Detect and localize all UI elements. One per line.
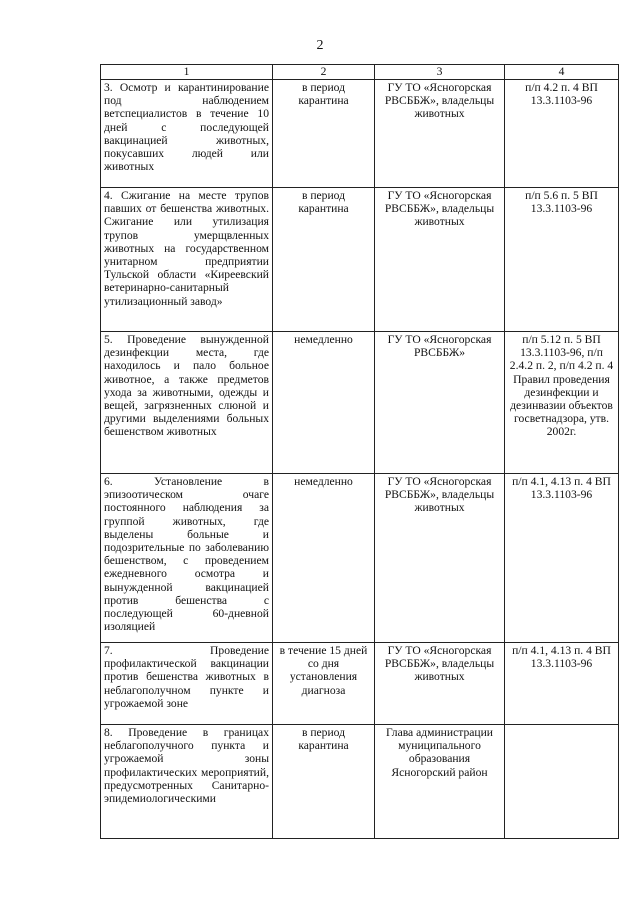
measure-cell: 3. Осмотр и карантинирование под наблюдением ветспециалистов в течение 10 дней с последующей вакцинацией животных, покусавших людей или животных <box>101 80 273 188</box>
term-cell: в период карантина <box>273 725 375 839</box>
header-col-1: 1 <box>101 65 273 80</box>
measure-cell: 6. Установление в эпизоотическом очаге постоянного наблюдения за группой животных, где выделены больные и подозрительные по заболеванию бешенством, с проведением ежедневного осмотра и вынужденной вакцинацией против бешенства с последующей 60-дневной изоляцией <box>101 474 273 643</box>
reference-cell: п/п 4.1, 4.13 п. 4 ВП 13.3.1103-96 <box>505 643 619 725</box>
measure-cell: 8. Проведение в границах неблагополучного пункта и угрожаемой зоны профилактических мероприятий, предусмотренных Санитарно-эпидемиологическими <box>101 725 273 839</box>
reference-cell: п/п 4.2 п. 4 ВП 13.3.1103-96 <box>505 80 619 188</box>
reference-cell: п/п 5.12 п. 5 ВП 13.3.1103-96, п/п 2.4.2 п. 2, п/п 4.2 п. 4 Правил проведения дезинфекции и дезинвазии объектов госветнадзора, утв. 2002г. <box>505 332 619 474</box>
reference-cell <box>505 725 619 839</box>
table-row <box>101 80 619 188</box>
table-row <box>101 474 619 643</box>
page-number: 2 <box>316 38 324 53</box>
responsible-cell: ГУ ТО «Ясногорская РВСББЖ», владельцы животных <box>375 643 505 725</box>
responsible-cell: ГУ ТО «Ясногорская РВСББЖ», владельцы животных <box>375 80 505 188</box>
header-col-2: 2 <box>273 65 375 80</box>
table-row <box>101 643 619 725</box>
responsible-cell: ГУ ТО «Ясногорская РВСББЖ», владельцы животных <box>375 188 505 332</box>
term-cell: в период карантина <box>273 188 375 332</box>
measures-table <box>100 64 619 839</box>
term-cell: в течение 15 дней со дня установления диагноза <box>273 643 375 725</box>
header-col-3: 3 <box>375 65 505 80</box>
table-header-row <box>101 65 619 80</box>
measure-cell: 4. Сжигание на месте трупов павших от бешенства животных. Сжигание или утилизация трупов умерщвленных животных на государственном унитарном предприятии Тульской области «Киреевский ветеринарно-санитарный утилизационный завод» <box>101 188 273 332</box>
responsible-cell: ГУ ТО «Ясногорская РВСББЖ», владельцы животных <box>375 474 505 643</box>
reference-cell: п/п 4.1, 4.13 п. 4 ВП 13.3.1103-96 <box>505 474 619 643</box>
measure-cell: 5. Проведение вынужденной дезинфекции места, где находилось и пало больное животное, а также предметов ухода за животными, одежды и вещей, загрязненных слюной и другими выделениями больных бешенством животных <box>101 332 273 474</box>
table-row <box>101 332 619 474</box>
term-cell: немедленно <box>273 332 375 474</box>
term-cell: немедленно <box>273 474 375 643</box>
responsible-cell: ГУ ТО «Ясногорская РВСББЖ» <box>375 332 505 474</box>
table-row <box>101 725 619 839</box>
header-col-4: 4 <box>505 65 619 80</box>
responsible-cell: Глава администрации муниципального образования Ясногорский район <box>375 725 505 839</box>
table-row <box>101 188 619 332</box>
measure-cell: 7. Проведение профилактической вакцинации против бешенства животных в неблагополучном пункте и угрожаемой зоне <box>101 643 273 725</box>
term-cell: в период карантина <box>273 80 375 188</box>
reference-cell: п/п 5.6 п. 5 ВП 13.3.1103-96 <box>505 188 619 332</box>
